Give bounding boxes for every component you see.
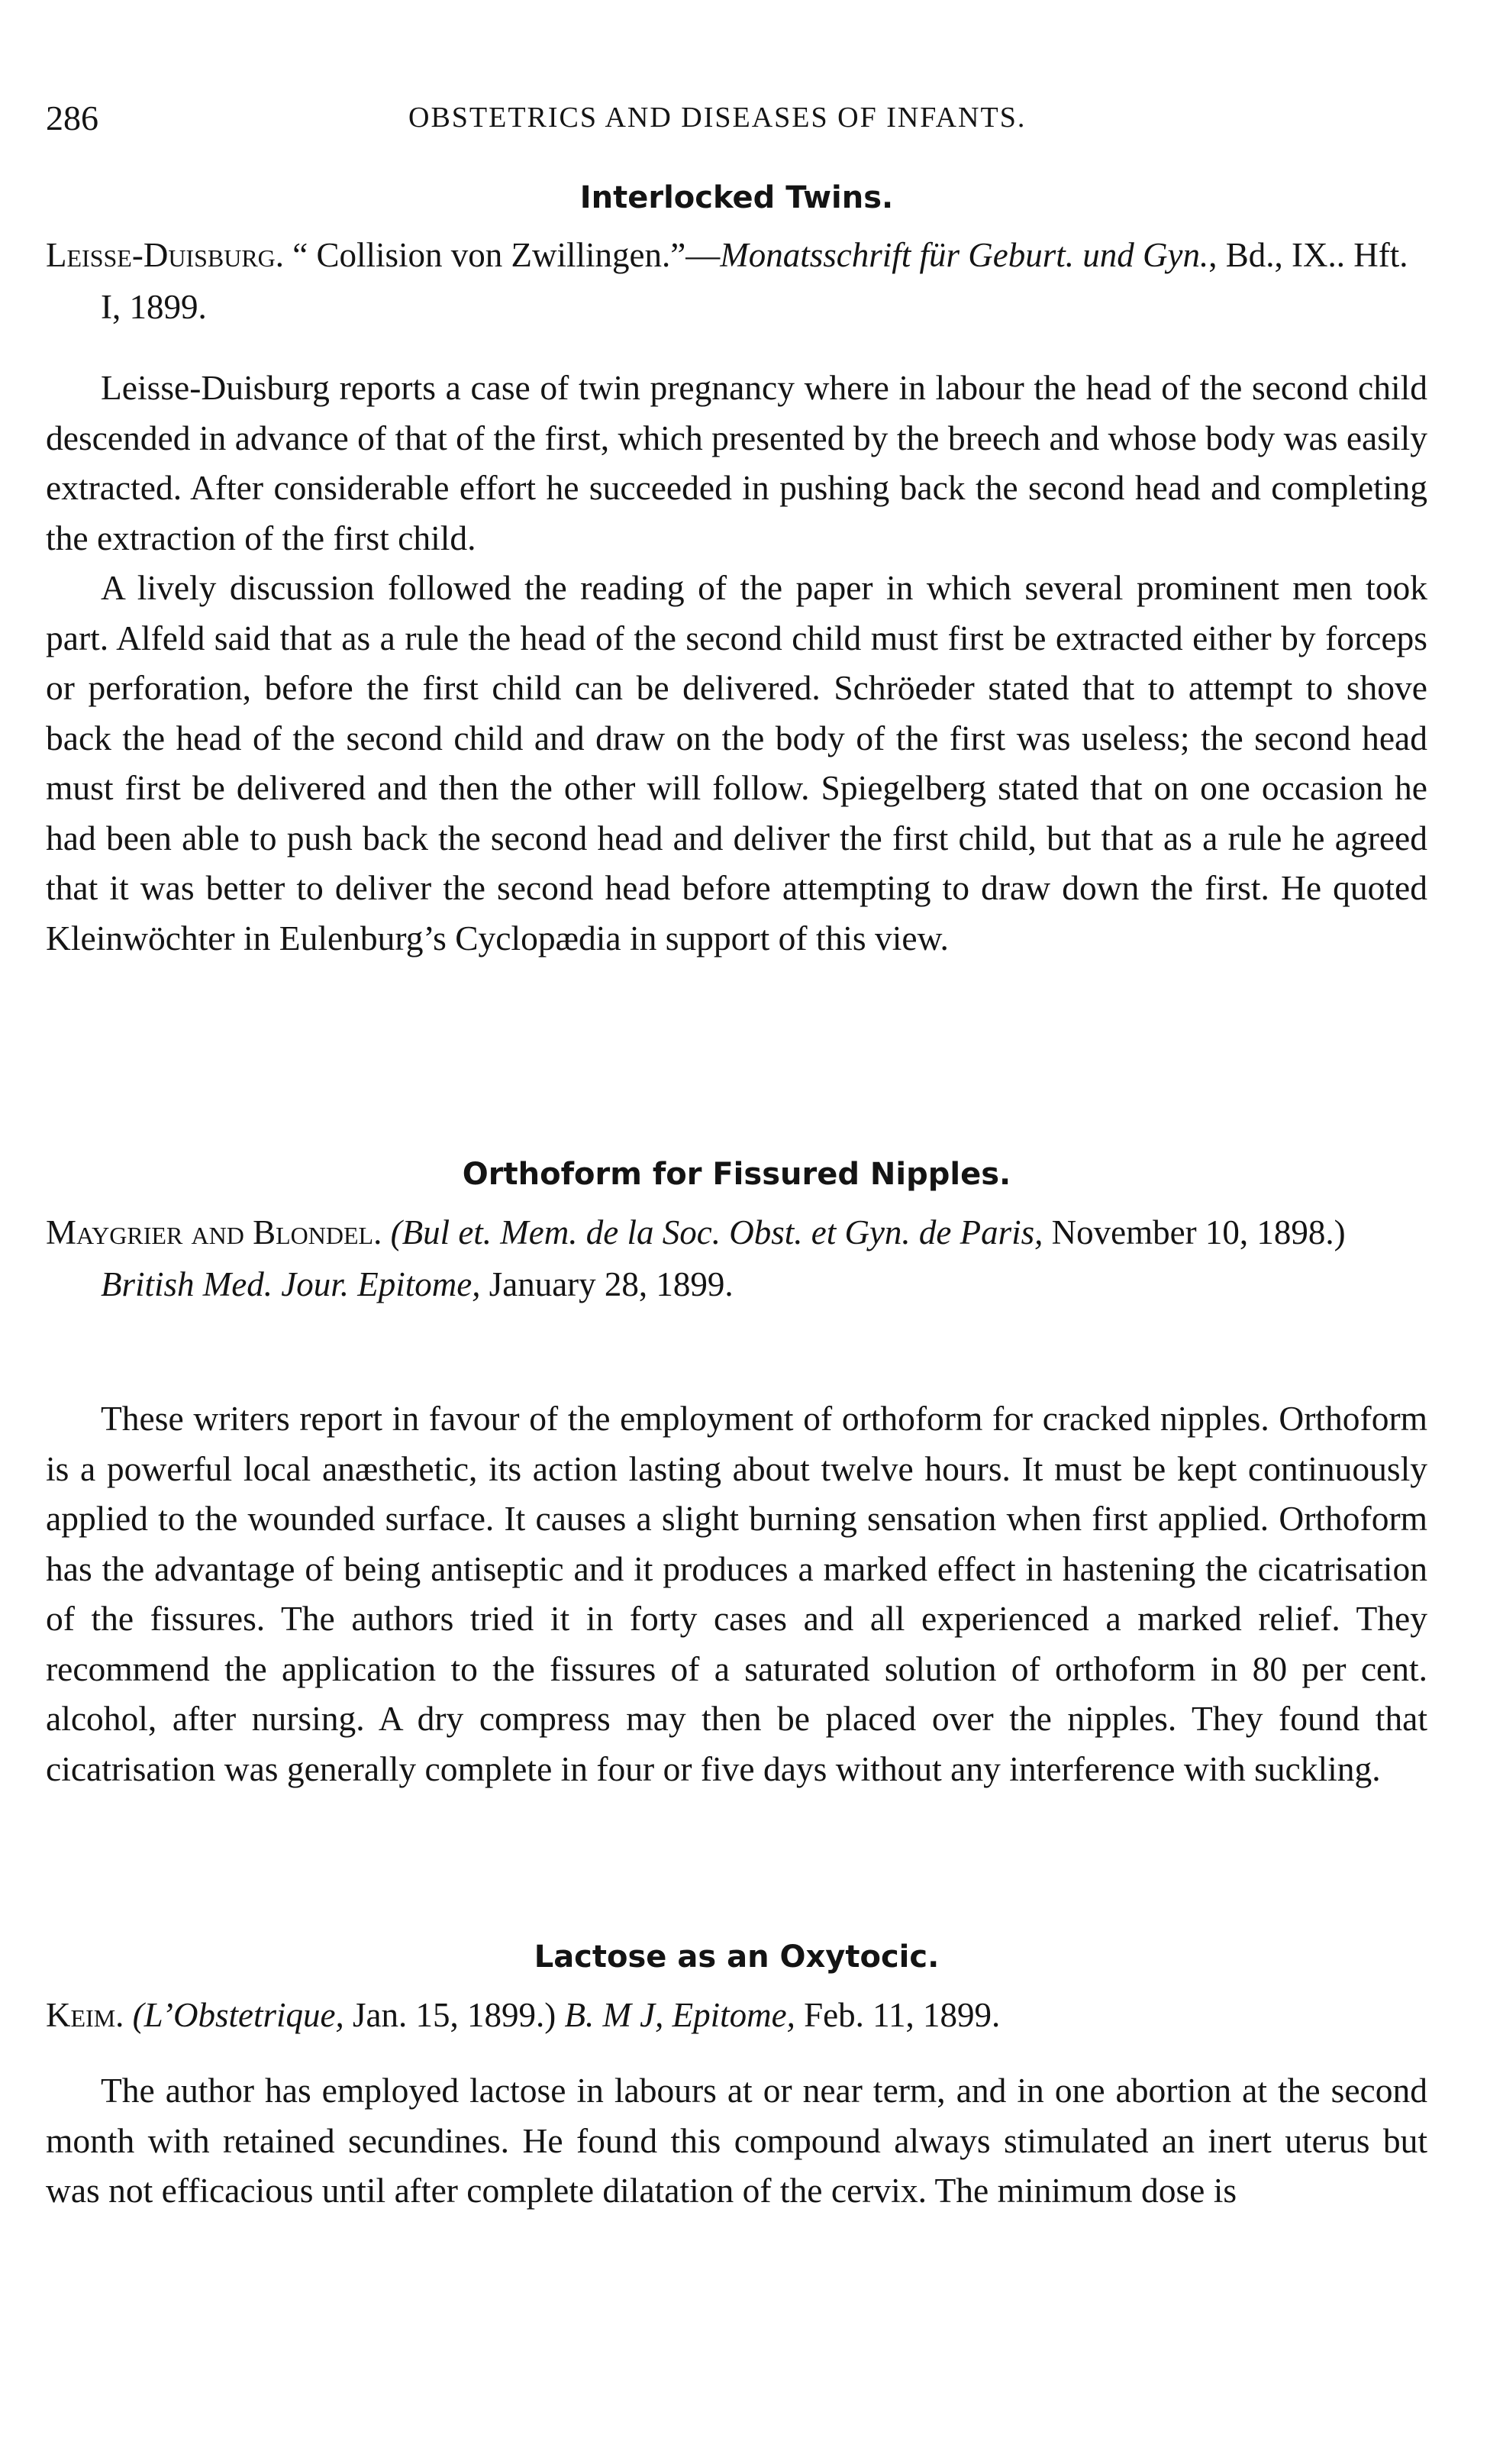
section-body-interlocked-twins: [46, 363, 1427, 963]
citation-volume: , Bd., IX.. Hft. I, 1899.: [101, 236, 1408, 326]
citation-date: Jan. 15, 1899.): [343, 1996, 565, 2034]
running-head: [46, 98, 1427, 144]
citation-title: “ Collision von Zwillingen.”—: [284, 236, 721, 274]
citation-authors: Leisse-Duisburg.: [46, 236, 285, 274]
citation-date-secondary: Feb. 11, 1899.: [795, 1996, 1001, 2034]
section-body-lactose: [46, 2065, 1427, 2216]
citation-lactose: [46, 1989, 1427, 2041]
citation-journal: (L’Obstetrique,: [132, 1996, 344, 2034]
section-heading-orthoform: Orthoform for Fissured Nipples.: [462, 1157, 1011, 1192]
paragraph: Leisse-Duisburg reports a case of twin pregnancy where in labour the head of the second child descended in advance of that of the first, which presented by the breech and whose body was easily extracted. After considerable effort he succeeded in pushing back the second head and completing the extraction of the first child.: [46, 368, 1427, 557]
paragraph: These writers report in favour of the employment of orthoform for cracked nipples. Orthoform is a powerful local anæsthetic, its action lasting about twelve hours. It must be kept continuously applied to the wounded surface. It causes a slight burning sensation when first applied. Orthoform has the advantage of being antiseptic and it produces a marked effect in hastening the cicatrisation of the fissures. The authors tried it in forty cases and all experienced a marked relief. They recommend the application to the fissures of a saturated solution of orthoform in 80 per cent. alcohol, after nursing. A dry compress may then be placed over the nipples. They found that cicatrisation was generally complete in four or five days without any interference with suckling.: [46, 1399, 1427, 1788]
citation-authors: Maygrier and Blondel.: [46, 1213, 382, 1251]
section-body-orthoform: [46, 1393, 1427, 1794]
paragraph: A lively discussion followed the reading of the paper in which several prominent men took part. Alfeld said that as a rule the head of the second child must first be extracted either by forceps or perforation, before the first child can be delivered. Schröeder stated that to attempt to shove back the head of the second child and draw on the body of the first was useless; the second head must first be delivered and then the other will follow. Spiegelberg stated that on one occasion he had been able to push back the second head and deliver the first child, but that as a rule he agreed that it was better to deliver the second head before attempting to draw down the first. He quoted Kleinwöchter in Eulenburg’s Cyclopædia in support of this view.: [46, 568, 1427, 958]
citation-journal-secondary: B. M J, Epitome,: [564, 1996, 795, 2034]
citation-authors: Keim.: [46, 1996, 124, 2034]
section-heading-interlocked-twins: Interlocked Twins.: [579, 180, 894, 215]
citation-date-secondary: January 28, 1899.: [480, 1265, 734, 1303]
citation-journal-secondary: British Med. Jour. Epitome,: [101, 1265, 481, 1303]
citation-orthoform: [46, 1206, 1427, 1310]
page-number: 286: [46, 98, 98, 137]
paragraph: The author has employed lactose in labours at or near term, and in one abortion at the second month with retained secundines. He found this compound always stimulated an inert uterus but was not efficacious until after complete dilatation of the cervix. The minimum dose is: [46, 2071, 1427, 2210]
citation-interlocked-twins: [46, 229, 1427, 333]
section-heading-lactose: Lactose as an Oxytocic.: [534, 1939, 940, 1975]
running-title: OBSTETRICS AND DISEASES OF INFANTS.: [408, 102, 1027, 134]
citation-journal: Monatsschrift für Geburt. und Gyn.: [720, 236, 1209, 274]
citation-date: November 10, 1898.): [1043, 1213, 1346, 1251]
citation-journal: (Bul et. Mem. de la Soc. Obst. et Gyn. de Paris,: [390, 1213, 1043, 1251]
